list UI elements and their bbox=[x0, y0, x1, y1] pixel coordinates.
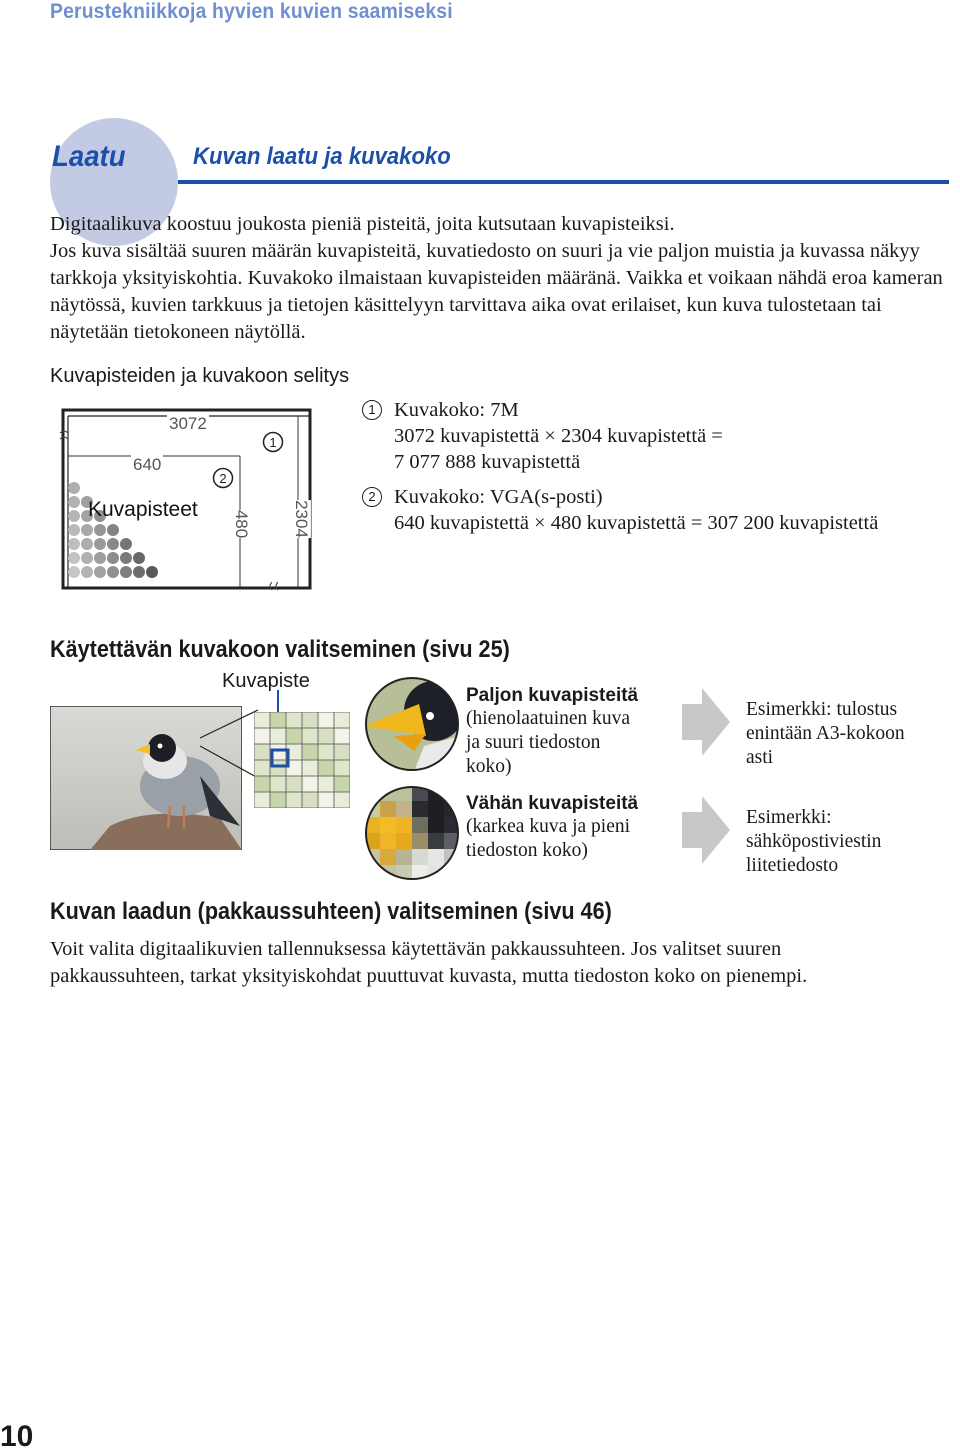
lowres-pixel bbox=[428, 817, 444, 833]
item-1-title: Kuvakoko: 7M bbox=[394, 399, 519, 421]
pixel-cell bbox=[302, 728, 318, 744]
item-1-number: 1 bbox=[362, 400, 382, 420]
pixel-cell bbox=[286, 792, 302, 808]
pixel-cell bbox=[270, 712, 286, 728]
few-example-3: liitetiedosto bbox=[746, 855, 839, 876]
pixel-cell bbox=[254, 712, 270, 728]
pixel-dot bbox=[68, 524, 80, 536]
lowres-pixel bbox=[396, 833, 412, 849]
pixel-cell bbox=[318, 792, 334, 808]
quality-select-heading: Kuvan laadun (pakkaussuhteen) valitseminen (sivu 46) bbox=[50, 898, 612, 925]
pixel-grid-cells bbox=[254, 712, 350, 808]
quality-line-2: pakkaussuhteen, tarkat yksityiskohdat puuttuvat kuvasta, mutta tiedoston koko on pienempi. bbox=[50, 965, 808, 987]
lowres-pixel bbox=[412, 849, 428, 865]
pixel-dot bbox=[133, 552, 145, 564]
pixels-label: Kuvapisteet bbox=[88, 498, 198, 521]
pixel-dot bbox=[133, 566, 145, 578]
pixel-size-marker-1 bbox=[264, 433, 283, 452]
pixel-dot bbox=[94, 566, 106, 578]
lowres-pixel bbox=[444, 865, 460, 881]
pixel-dot bbox=[68, 566, 80, 578]
item-2-title: Kuvakoko: VGA(s-posti) bbox=[394, 486, 603, 508]
pixel-cell bbox=[302, 760, 318, 776]
page-number: 10 bbox=[0, 1420, 34, 1453]
pixel-dot bbox=[68, 482, 80, 494]
pixel-dot bbox=[94, 524, 106, 536]
lowres-pixel bbox=[380, 817, 396, 833]
many-pixels-desc-2: ja suuri tiedoston bbox=[466, 732, 601, 753]
few-example-2: sähköpostiviestin bbox=[746, 831, 882, 852]
intro-line-1: Digitaalikuva koostuu joukosta pieniä pisteitä, joita kutsutaan kuvapisteiksi. bbox=[50, 213, 675, 235]
few-pixels-block bbox=[466, 793, 638, 863]
lowres-pixel bbox=[412, 833, 428, 849]
lowres-pixel bbox=[428, 833, 444, 849]
quality-line-1: Voit valita digitaalikuvien tallennuksessa käytettävän pakkaussuhteen. Jos valitset suuren bbox=[50, 938, 782, 960]
many-example-1: Esimerkki: tulostus bbox=[746, 699, 898, 720]
pixel-dot bbox=[81, 524, 93, 536]
bird-head-hires bbox=[364, 676, 460, 772]
lowres-pixel bbox=[444, 785, 460, 801]
pixel-dot bbox=[107, 538, 119, 550]
pixel-cell bbox=[302, 792, 318, 808]
pixel-dot bbox=[68, 510, 80, 522]
height-label-small: 480 bbox=[232, 509, 252, 539]
pixel-cell bbox=[254, 728, 270, 744]
pixel-cell bbox=[334, 728, 350, 744]
lowres-pixel bbox=[396, 801, 412, 817]
few-pixels-example bbox=[746, 806, 881, 878]
few-example-1: Esimerkki: bbox=[746, 807, 832, 828]
pixel-cell bbox=[334, 760, 350, 776]
lowres-pixel bbox=[380, 833, 396, 849]
few-pixels-desc-1: (karkea kuva ja pieni bbox=[466, 816, 631, 837]
lowres-pixel bbox=[412, 801, 428, 817]
many-pixels-title: Paljon kuvapisteitä bbox=[466, 685, 639, 706]
pixel-grid bbox=[254, 712, 350, 808]
few-pixels-title: Vähän kuvapisteitä bbox=[466, 793, 639, 814]
item-2-number: 2 bbox=[362, 487, 382, 507]
many-pixels-desc-3: koko) bbox=[466, 756, 512, 777]
size-select-heading: Käytettävän kuvakoon valitseminen (sivu 25) bbox=[50, 636, 510, 663]
pixel-cell bbox=[254, 760, 270, 776]
marker-2-number: 2 bbox=[219, 471, 227, 486]
pixel-cell bbox=[302, 744, 318, 760]
pixel-cell bbox=[302, 776, 318, 792]
bird-head-lowres bbox=[364, 785, 460, 881]
arrow-right-icon bbox=[682, 796, 730, 864]
lowres-pixels bbox=[364, 785, 460, 881]
pixel-dot bbox=[120, 538, 132, 550]
lowres-pixel bbox=[364, 865, 380, 881]
many-pixels-desc-1: (hienolaatuinen kuva bbox=[466, 708, 631, 729]
title-rule bbox=[178, 180, 949, 184]
many-example-2: enintään A3-kokoon bbox=[746, 723, 905, 744]
pixel-cell bbox=[334, 792, 350, 808]
pixel-cell bbox=[286, 728, 302, 744]
pixel-cell bbox=[334, 712, 350, 728]
pixel-dot bbox=[81, 538, 93, 550]
pixel-cell bbox=[270, 776, 286, 792]
many-pixels-block bbox=[466, 685, 638, 779]
intro-text bbox=[50, 211, 950, 346]
pixel-dot bbox=[146, 566, 158, 578]
pixel-cell bbox=[270, 792, 286, 808]
pixel-dot bbox=[81, 566, 93, 578]
pixel-cell bbox=[254, 792, 270, 808]
item-1-calc: 3072 kuvapistettä × 2304 kuvapistettä = bbox=[394, 425, 723, 447]
arrow-right-icon bbox=[682, 688, 730, 756]
quality-text bbox=[50, 936, 955, 990]
pixel-cell bbox=[334, 744, 350, 760]
page-subtitle: Kuvan laatu ja kuvakoko bbox=[193, 143, 451, 170]
many-example-3: asti bbox=[746, 747, 774, 768]
pixel-callout-label: Kuvapiste bbox=[222, 670, 310, 692]
size-item-1 bbox=[362, 397, 942, 475]
item-2-calc: 640 kuvapistettä × 480 kuvapistettä = 307 200 kuvapistettä bbox=[394, 512, 879, 534]
pixel-cell bbox=[318, 776, 334, 792]
height-label-large: 2304 bbox=[291, 500, 311, 538]
section-header: Perustekniikkoja hyvien kuvien saamiseksi bbox=[50, 0, 453, 23]
pixel-cell bbox=[318, 760, 334, 776]
few-pixels-desc-2: tiedoston koko) bbox=[466, 840, 588, 861]
lowres-pixel bbox=[380, 849, 396, 865]
pixel-dot bbox=[107, 552, 119, 564]
pixel-cell bbox=[334, 776, 350, 792]
pixel-dot bbox=[68, 538, 80, 550]
pixel-cell bbox=[286, 712, 302, 728]
pixel-cell bbox=[318, 712, 334, 728]
item-1-result: 7 077 888 kuvapistettä bbox=[394, 451, 581, 473]
pixel-dot bbox=[81, 552, 93, 564]
pixel-size-marker-2 bbox=[214, 469, 233, 488]
lowres-pixel bbox=[428, 801, 444, 817]
pixel-cell bbox=[318, 744, 334, 760]
lowres-pixel bbox=[396, 817, 412, 833]
pixel-cell bbox=[318, 728, 334, 744]
pixel-cell bbox=[254, 776, 270, 792]
pixel-explanation-heading: Kuvapisteiden ja kuvakoon selitys bbox=[50, 365, 350, 387]
pixel-dot bbox=[107, 566, 119, 578]
intro-paragraph: Jos kuva sisältää suuren määrän kuvapisteitä, kuvatiedosto on suuri ja vie paljon muistia ja kuvassa näkyy tarkkoja yksityiskohtia. Kuvakoko ilmaistaan kuvapisteiden määränä. Vaikka et voikaan nähdä eroa kameran näytössä, kuvien tarkkuus ja tietojen käsittelyyn tarvittava aika ovat erilaiset, kun kuva tulostetaan tai näytetään tietokoneen näytöllä. bbox=[50, 240, 943, 343]
pixel-dot bbox=[94, 538, 106, 550]
pixel-cell bbox=[270, 728, 286, 744]
pixel-dot bbox=[68, 552, 80, 564]
pixel-dot bbox=[120, 566, 132, 578]
pixel-cell bbox=[286, 776, 302, 792]
tab-label: Laatu bbox=[52, 140, 126, 173]
pixel-dot bbox=[120, 552, 132, 564]
lowres-pixel bbox=[412, 817, 428, 833]
pixel-dot bbox=[94, 552, 106, 564]
lowres-pixel bbox=[428, 849, 444, 865]
pixel-dot bbox=[68, 496, 80, 508]
width-label-large: 3072 bbox=[169, 414, 207, 433]
pixel-cell bbox=[302, 712, 318, 728]
lowres-pixel bbox=[396, 849, 412, 865]
marker-1-number: 1 bbox=[269, 435, 277, 450]
lowres-pixel bbox=[364, 785, 380, 801]
pixel-cell bbox=[254, 744, 270, 760]
width-label-small: 640 bbox=[133, 455, 162, 474]
many-pixels-example bbox=[746, 698, 905, 770]
size-item-2 bbox=[362, 484, 952, 536]
pixel-dot bbox=[107, 524, 119, 536]
lowres-pixel bbox=[380, 801, 396, 817]
